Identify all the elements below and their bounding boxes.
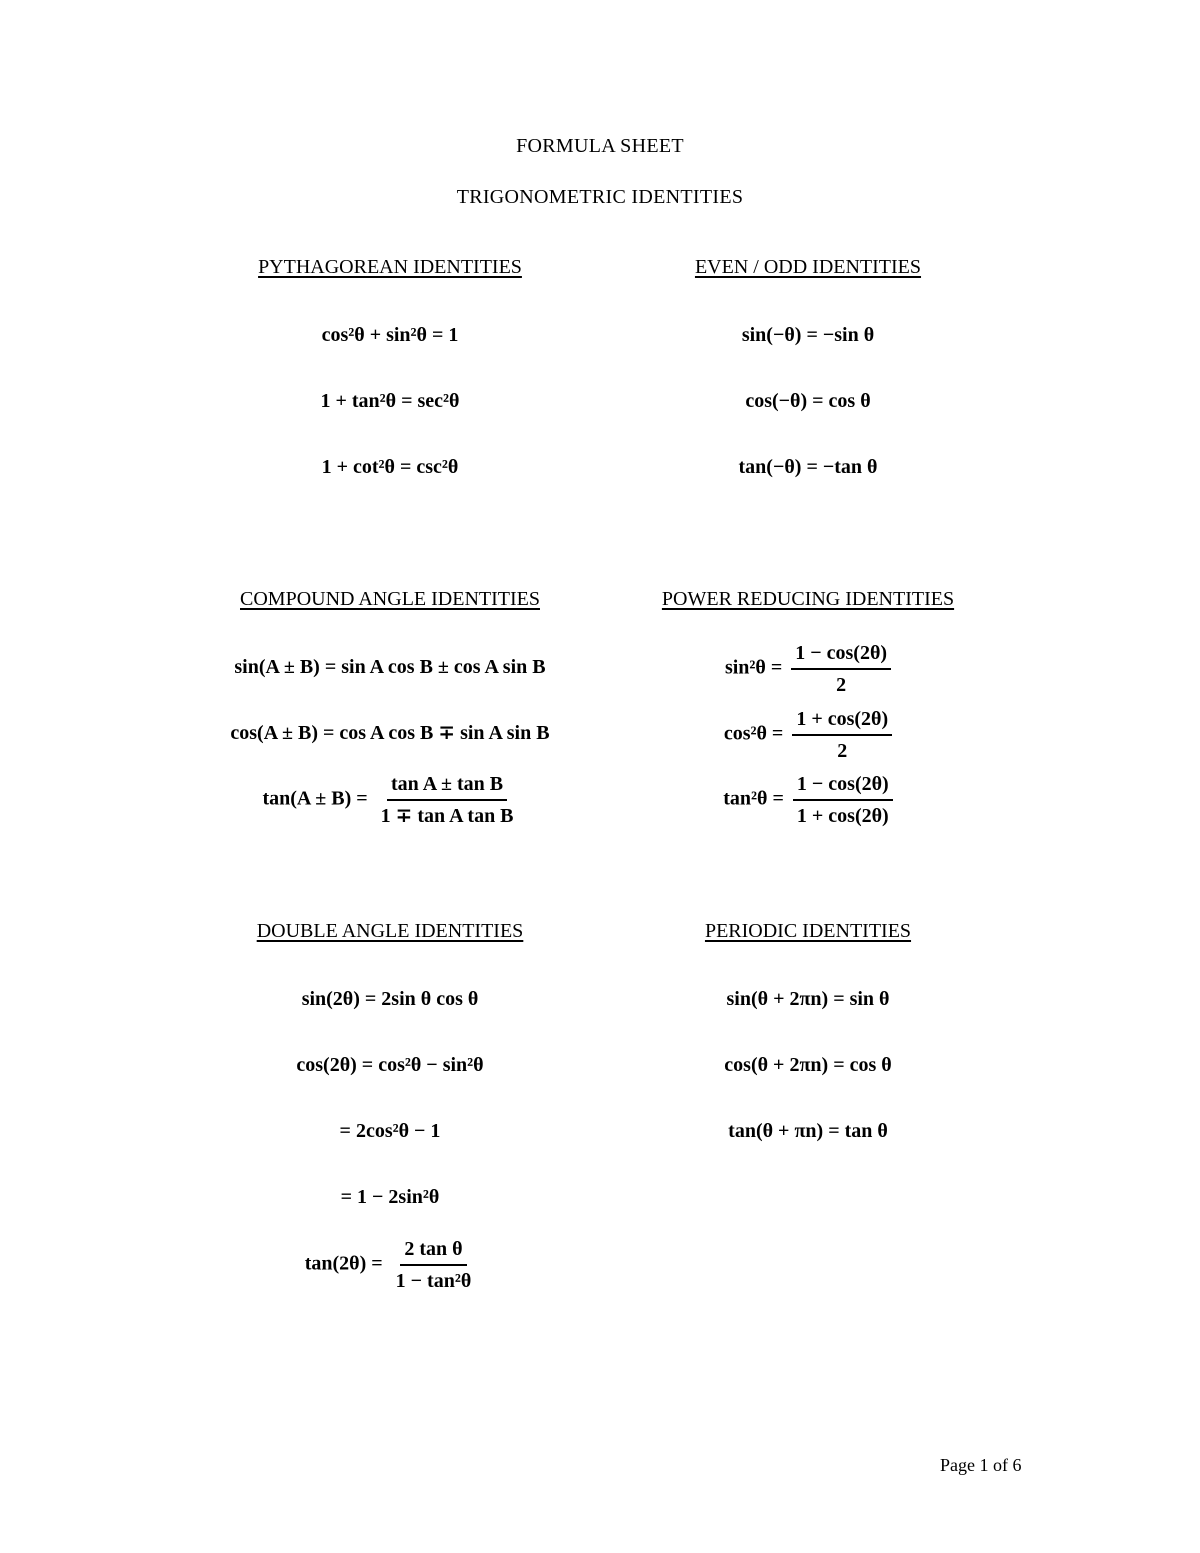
fraction-numerator: tan A ± tan B	[387, 771, 507, 801]
equation-fraction	[578, 640, 1038, 698]
equation-lhs: tan(2θ) =	[304, 1252, 383, 1275]
equation: cos(−θ) = cos θ	[745, 390, 871, 412]
fraction-denominator: 1 − tan²θ	[395, 1270, 472, 1292]
equation: 1 + tan²θ = sec²θ	[320, 390, 460, 412]
section-title-power-reducing: POWER REDUCING IDENTITIES	[661, 588, 955, 610]
fraction-numerator: 1 − cos(2θ)	[791, 640, 891, 670]
equation: sin(A ± B) = sin A cos B ± cos A sin B	[234, 656, 546, 678]
fraction-numerator: 1 − cos(2θ)	[793, 771, 893, 801]
equation-fraction	[160, 1236, 620, 1294]
equation: cos(2θ) = cos²θ − sin²θ	[296, 1054, 484, 1076]
section-title-periodic: PERIODIC IDENTITIES	[704, 920, 912, 942]
fraction-denominator: 1 ∓ tan A tan B	[380, 805, 514, 827]
section-title-double-angle: DOUBLE ANGLE IDENTITIES	[256, 920, 524, 942]
equation: = 2cos²θ − 1	[339, 1120, 441, 1142]
equation: tan(θ + πn) = tan θ	[728, 1120, 888, 1142]
equation: = 1 − 2sin²θ	[340, 1186, 440, 1208]
fraction-denominator: 2	[837, 740, 848, 762]
document-title: FORMULA SHEET	[516, 135, 684, 157]
equation: sin(θ + 2πn) = sin θ	[726, 988, 890, 1010]
page-number: Page 1 of 6	[940, 1455, 1022, 1475]
equation: cos(A ± B) = cos A cos B ∓ sin A sin B	[230, 722, 550, 744]
equation-lhs: tan(A ± B) =	[262, 787, 368, 810]
fraction	[792, 706, 892, 764]
fraction-denominator: 1 + cos(2θ)	[796, 805, 889, 827]
section-title-pythagorean: PYTHAGOREAN IDENTITIES	[258, 256, 522, 278]
equation-lhs: sin²θ =	[724, 656, 783, 679]
equation: cos²θ + sin²θ = 1	[321, 324, 459, 346]
equation: sin(2θ) = 2sin θ cos θ	[301, 988, 479, 1010]
equation-fraction	[578, 706, 1038, 764]
equation: tan(−θ) = −tan θ	[738, 456, 878, 478]
fraction-denominator: 2	[836, 674, 847, 696]
fraction	[793, 771, 893, 829]
fraction	[791, 640, 891, 698]
fraction-numerator: 1 + cos(2θ)	[792, 706, 892, 736]
equation: 1 + cot²θ = csc²θ	[321, 456, 459, 478]
document-subtitle: TRIGONOMETRIC IDENTITIES	[456, 186, 744, 208]
equation-lhs: cos²θ =	[723, 722, 784, 745]
equation-lhs: tan²θ =	[723, 787, 784, 810]
section-title-compound: COMPOUND ANGLE IDENTITIES	[240, 588, 540, 610]
equation: cos(θ + 2πn) = cos θ	[724, 1054, 892, 1076]
equation-fraction	[160, 771, 620, 829]
fraction-numerator: 2 tan θ	[400, 1236, 466, 1266]
equation-fraction	[578, 771, 1038, 829]
fraction	[377, 771, 518, 829]
section-title-even-odd: EVEN / ODD IDENTITIES	[694, 256, 922, 278]
equation: sin(−θ) = −sin θ	[741, 324, 875, 346]
fraction	[392, 1236, 476, 1294]
